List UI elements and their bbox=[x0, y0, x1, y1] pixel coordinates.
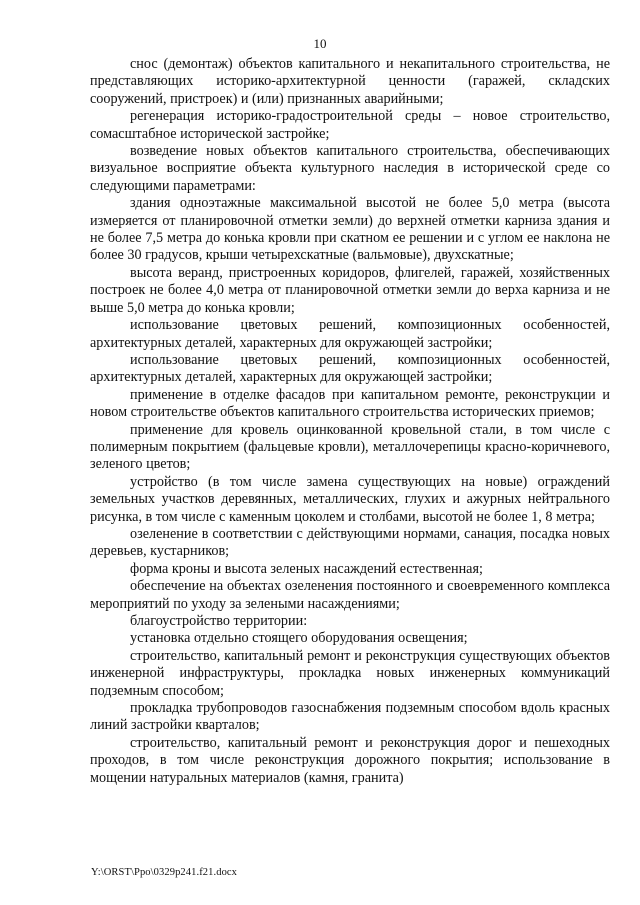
paragraph: прокладка трубопроводов газоснабжения подземным способом вдоль красных линий застройки кварталов; bbox=[90, 700, 610, 734]
paragraph: озеленение в соответствии с действующими нормами, санация, посадка новых деревьев, кустарников; bbox=[90, 525, 610, 560]
paragraph: обеспечение на объектах озеленения постоянного и своевременного комплекса мероприятий по уходу за зелеными насаждениями; bbox=[90, 578, 610, 612]
paragraph: строительство, капитальный ремонт и реконструкция существующих объектов инженерной инфраструктуры, прокладка новых инженерных коммуникаций подземным способом; bbox=[90, 647, 610, 699]
paragraph: регенерация историко-градостроительной среды – новое строительство, сомасштабное исторической застройке; bbox=[90, 108, 610, 142]
body-text bbox=[90, 56, 610, 787]
paragraph: применение в отделке фасадов при капитальном ремонте, реконструкции и новом строительстве объектов капитального строительства исторических приемов; bbox=[90, 386, 610, 421]
paragraph: использование цветовых решений, композиционных особенностей, архитектурных деталей, характерных для окружающей застройки; bbox=[90, 317, 610, 351]
paragraph: здания одноэтажные максимальной высотой не более 5,0 метра (высота измеряется от планировочной отметки земли) до верхней отметки карниза здания и не более 7,5 метра до конька кровли при скатном ее решении и с углом ее наклона не более 30 градусов, крыши четырехскатные (вальмовые), двухскатные; bbox=[90, 195, 610, 264]
paragraph: снос (демонтаж) объектов капитального и некапитального строительства, не представляющих историко-архитектурной ценности (гаражей, складских сооружений, пристроек) и (или) признанных аварийными; bbox=[90, 56, 610, 107]
footer-file-path: Y:\ORST\Ppo\0329p241.f21.docx bbox=[91, 867, 238, 878]
paragraph: применение для кровель оцинкованной кровельной стали, в том числе с полимерным покрытием (фальцевые кровли), металлочерепицы красно-коричневого, зеленого цветов; bbox=[90, 421, 610, 473]
paragraph: строительство, капитальный ремонт и реконструкция дорог и пешеходных проходов, в том числе реконструкция дорожного покрытия; использование в мощении натуральных материалов (камня, гранита) bbox=[90, 734, 610, 786]
paragraph: форма кроны и высота зеленых насаждений естественная; bbox=[130, 560, 483, 577]
paragraph: благоустройство территории: bbox=[130, 613, 308, 629]
paragraph: высота веранд, пристроенных коридоров, флигелей, гаражей, хозяйственных построек не более 4,0 метра от планировочной отметки земли до верха карниза и не выше 5,0 метра до конька кровли; bbox=[90, 264, 610, 316]
paragraph: использование цветовых решений, композиционных особенностей, архитектурных деталей, характерных для окружающей застройки; bbox=[90, 351, 610, 386]
page-number: 10 bbox=[313, 36, 327, 51]
paragraph: установка отдельно стоящего оборудования освещения; bbox=[130, 630, 468, 647]
paragraph: устройство (в том числе замена существующих на новые) ограждений земельных участков деревянных, металлических, глухих и ажурных нейтрального рисунка, в том числе с каменным цоколем и столбами, высотой не более 1, 8 метра; bbox=[90, 473, 610, 525]
paragraph: возведение новых объектов капитального строительства, обеспечивающих визуальное восприятие объекта культурного наследия в исторической среде со следующими параметрами: bbox=[90, 143, 610, 194]
